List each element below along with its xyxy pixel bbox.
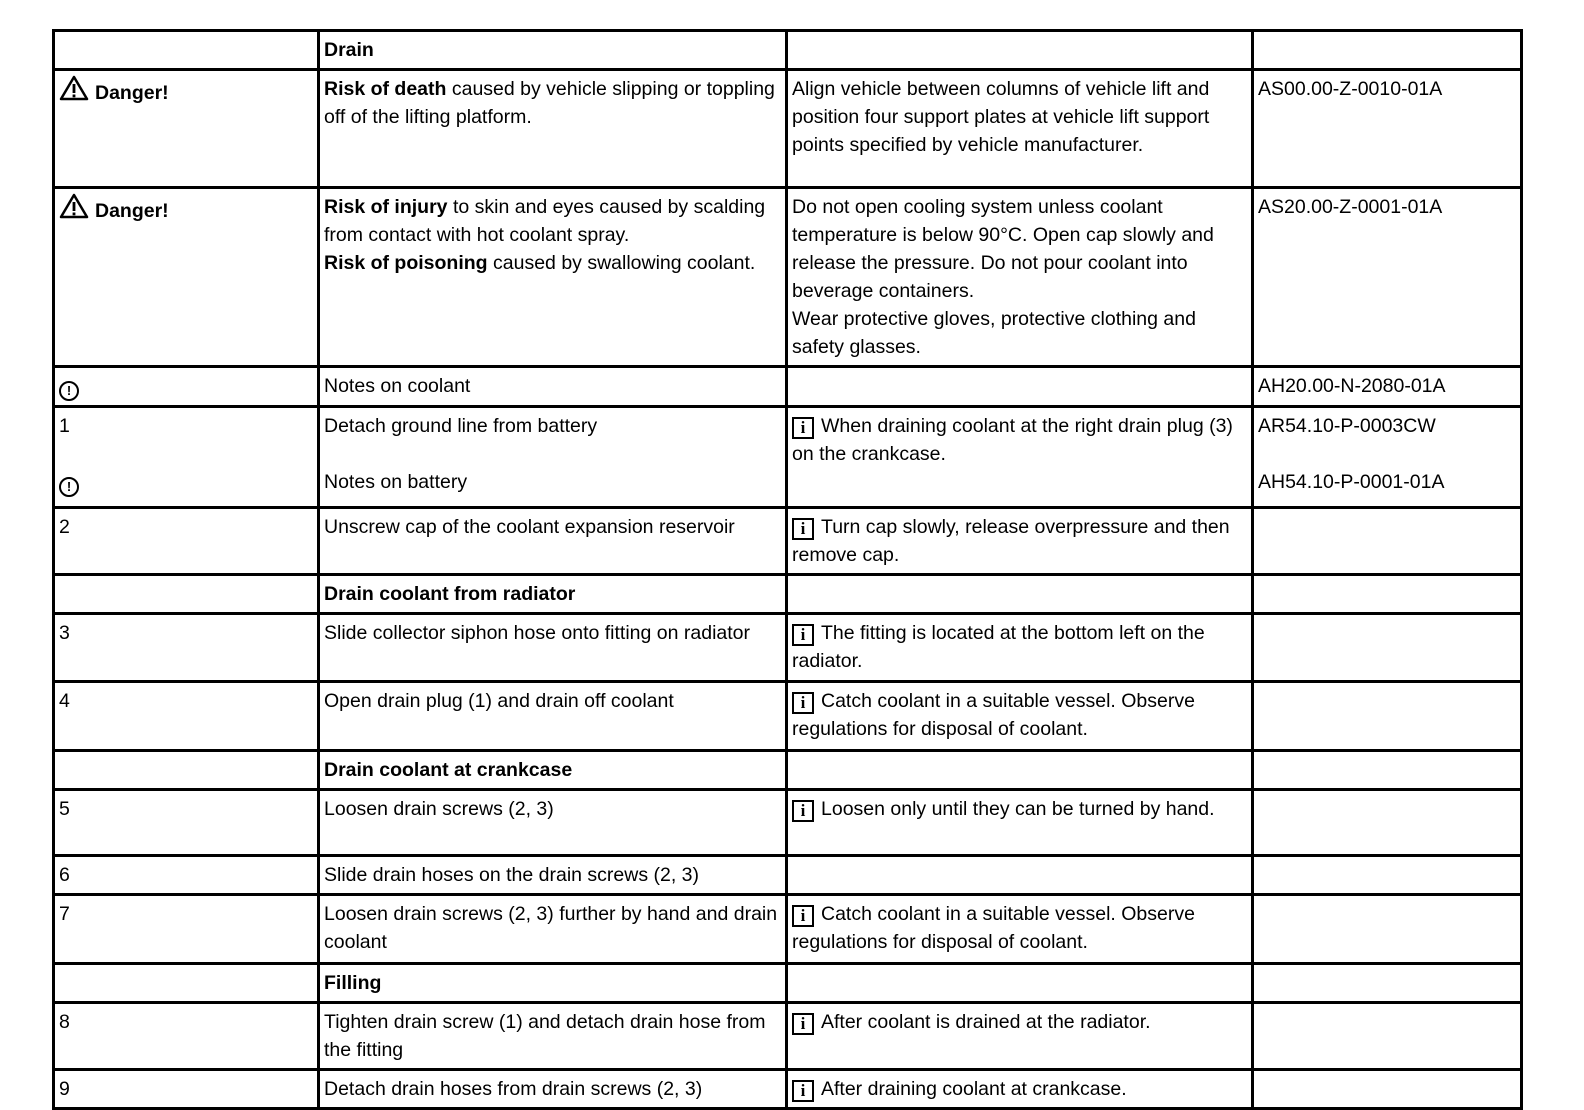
step-action: Slide collector siphon hose onto fitting on radiator	[319, 614, 787, 682]
step-info: i Catch coolant in a suitable vessel. Observe regulations for disposal of coolant.	[787, 895, 1253, 964]
procedure-table	[52, 29, 1523, 1110]
table-row	[54, 1070, 1522, 1109]
step-info: i Turn cap slowly, release overpressure and then remove cap.	[787, 508, 1253, 575]
reference-code: AH20.00-N-2080-01A	[1253, 367, 1522, 407]
danger-label: Danger!	[54, 70, 319, 188]
section-title-drain: Drain	[319, 31, 787, 70]
info-box-icon: i	[792, 905, 814, 927]
step-action: Loosen drain screws (2, 3)	[319, 790, 787, 856]
info-box-icon: i	[792, 800, 814, 822]
table-row	[54, 614, 1522, 682]
warning-triangle-icon	[59, 193, 89, 219]
note-circle-icon: !	[59, 477, 79, 497]
table-row	[54, 407, 1522, 508]
step-number: 4	[54, 682, 319, 751]
step-number: 9	[54, 1070, 319, 1109]
step-number: 6	[54, 856, 319, 895]
section-title-radiator: Drain coolant from radiator	[319, 575, 787, 614]
danger-description	[319, 70, 787, 188]
risk-title: Risk of poisoning	[324, 252, 488, 274]
step-number: 3	[54, 614, 319, 682]
risk-text: caused by swallowing coolant.	[493, 252, 756, 274]
step-action: Tighten drain screw (1) and detach drain hose from the fitting	[319, 1003, 787, 1070]
step-number: 8	[54, 1003, 319, 1070]
danger-description	[319, 188, 787, 367]
step-number: 1 !	[54, 407, 319, 508]
section-title-crankcase: Drain coolant at crankcase	[319, 751, 787, 790]
step-action: Detach drain hoses from drain screws (2, 3)	[319, 1070, 787, 1109]
info-box-icon: i	[792, 692, 814, 714]
note-link: Notes on battery	[324, 471, 468, 493]
section-title-filling: Filling	[319, 964, 787, 1003]
reference-code: AS20.00-Z-0001-01A	[1253, 188, 1522, 367]
note-link: Notes on coolant	[319, 367, 787, 407]
table-row	[54, 856, 1522, 895]
danger-instruction: Do not open cooling system unless coolant temperature is below 90°C. Open cap slowly and release the pressure. Do not pour coolant into beverage containers. Wear protective gloves, protective clothing and safety glasses.	[787, 188, 1253, 367]
step-action: Slide drain hoses on the drain screws (2, 3)	[319, 856, 787, 895]
risk-title: Risk of death	[324, 78, 447, 100]
table-row	[54, 367, 1522, 407]
step-info: i After coolant is drained at the radiator.	[787, 1003, 1253, 1070]
table-row	[54, 31, 1522, 70]
risk-title: Risk of injury	[324, 196, 448, 218]
note-circle-icon: !	[59, 381, 79, 401]
table-row	[54, 682, 1522, 751]
step-info: i Loosen only until they can be turned by hand.	[787, 790, 1253, 856]
table-row	[54, 188, 1522, 367]
step-number: 5	[54, 790, 319, 856]
step-action: Unscrew cap of the coolant expansion reservoir	[319, 508, 787, 575]
info-box-icon: i	[792, 1080, 814, 1102]
step-number: 2	[54, 508, 319, 575]
table-row	[54, 70, 1522, 188]
table-row	[54, 1003, 1522, 1070]
info-box-icon: i	[792, 518, 814, 540]
step-info: i Catch coolant in a suitable vessel. Observe regulations for disposal of coolant.	[787, 682, 1253, 751]
table-row	[54, 508, 1522, 575]
danger-label: Danger!	[54, 188, 319, 367]
step-action: Detach ground line from battery Notes on battery	[319, 407, 787, 508]
danger-instruction: Align vehicle between columns of vehicle lift and position four support plates at vehicle lift support points specified by vehicle manufacturer.	[787, 70, 1253, 188]
step-action: Open drain plug (1) and drain off coolant	[319, 682, 787, 751]
info-box-icon: i	[792, 624, 814, 646]
step-action: Loosen drain screws (2, 3) further by hand and drain coolant	[319, 895, 787, 964]
table-row	[54, 964, 1522, 1003]
info-box-icon: i	[792, 417, 814, 439]
table-row	[54, 575, 1522, 614]
step-info: i The fitting is located at the bottom left on the radiator.	[787, 614, 1253, 682]
table-row	[54, 895, 1522, 964]
step-info: i After draining coolant at crankcase.	[787, 1070, 1253, 1109]
step-info: i When draining coolant at the right drain plug (3) on the crankcase.	[787, 407, 1253, 508]
reference-code: AR54.10-P-0003CW AH54.10-P-0001-01A	[1253, 407, 1522, 508]
risk-text: caused by vehicle slipping or toppling off of the lifting platform.	[324, 78, 775, 128]
risk-text: to skin and eyes caused by scalding from contact with hot coolant spray.	[324, 196, 766, 246]
warning-triangle-icon	[59, 75, 89, 101]
step-number: 7	[54, 895, 319, 964]
reference-code: AS00.00-Z-0010-01A	[1253, 70, 1522, 188]
info-box-icon: i	[792, 1013, 814, 1035]
table-row	[54, 751, 1522, 790]
table-row	[54, 790, 1522, 856]
